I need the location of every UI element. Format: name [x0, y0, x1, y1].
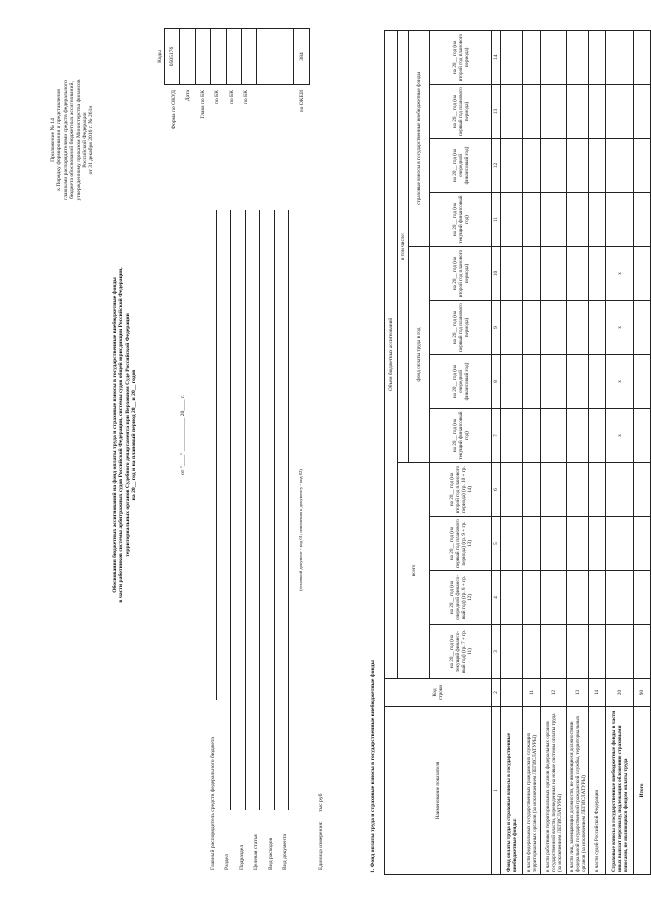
value-cell[interactable]: [501, 517, 523, 571]
column-numbers-row: [492, 30, 501, 874]
value-cell[interactable]: [567, 85, 589, 139]
not-applicable-cell: x: [606, 355, 634, 409]
value-cell[interactable]: [541, 247, 567, 301]
field-line[interactable]: [253, 210, 260, 810]
spacer-cell: [257, 29, 294, 85]
okud-label: Форма по ОКУД: [171, 90, 177, 130]
value-cell[interactable]: [589, 193, 606, 247]
value-cell[interactable]: [589, 301, 606, 355]
value-cell[interactable]: [501, 301, 523, 355]
value-cell[interactable]: [567, 247, 589, 301]
value-cell[interactable]: [541, 193, 567, 247]
table-row: [606, 30, 634, 874]
row-name: в части лиц, замещающих должности, не являющиеся должностями федеральной государственной гражданской службы, территориальных органов (за исключением ЛЕГИСЛАТУРЫ): [567, 707, 589, 875]
field-row: [253, 210, 267, 870]
okud-code: 0505176: [165, 29, 180, 85]
value-cell[interactable]: [541, 409, 567, 463]
appendix-line: к Порядку формирования и представления: [56, 89, 63, 191]
appendix-line: Российской Федерации: [82, 112, 89, 168]
value-cell[interactable]: [606, 139, 634, 193]
value-cell[interactable]: [634, 517, 651, 571]
date-code: [180, 29, 195, 85]
value-cell[interactable]: [634, 409, 651, 463]
value-cell[interactable]: [606, 625, 634, 679]
field-label: Целевая статья: [253, 834, 260, 870]
unit-row: [318, 794, 324, 870]
col-number: 1: [492, 707, 501, 875]
appendix-line: от 31 декабря 2016 г. № 261н: [88, 105, 95, 175]
date-line: от "____" ____________ 20____ г.: [180, 395, 186, 475]
col-number: 3: [492, 625, 501, 679]
header-incl: в том числе:: [398, 30, 409, 462]
field-row: [224, 210, 238, 870]
form-fields: [210, 210, 296, 870]
value-cell[interactable]: [523, 355, 541, 409]
table-row: [589, 30, 606, 874]
header-total-col: на 20__ год (на текущий финансо-вый год) (гр. 7 + гр. 11): [430, 625, 492, 679]
not-applicable-cell: x: [606, 409, 634, 463]
header-fot-col: на 20__ год (на второй год планового периода): [430, 247, 492, 301]
value-cell[interactable]: [523, 463, 541, 517]
header-fot-col: на 20__ год (на очередной финансовый год): [430, 355, 492, 409]
col-number: 13: [492, 85, 501, 139]
field-label: Раздел: [224, 854, 231, 870]
value-cell[interactable]: [567, 625, 589, 679]
row-code: 12: [541, 679, 567, 707]
value-cell[interactable]: [634, 30, 651, 84]
table-body: [501, 30, 651, 874]
appendix-line: утвержденному приказом Министерства финансов: [75, 79, 82, 201]
value-cell[interactable]: [634, 301, 651, 355]
value-cell[interactable]: [634, 247, 651, 301]
value-cell[interactable]: [523, 139, 541, 193]
value-cell[interactable]: [606, 571, 634, 625]
value-cell[interactable]: [523, 517, 541, 571]
value-cell[interactable]: [523, 193, 541, 247]
header-ins-col: на 20__ год (на очередной финансовый год): [430, 139, 492, 193]
field-row: [239, 210, 253, 870]
appendix-line: главными распорядителями средств федерального: [62, 80, 69, 200]
value-cell[interactable]: [606, 193, 634, 247]
document-title: [112, 185, 138, 685]
value-cell[interactable]: [501, 139, 523, 193]
value-cell[interactable]: [634, 85, 651, 139]
value-cell[interactable]: [567, 139, 589, 193]
chapter-code: [195, 29, 210, 85]
header-ins: страховые взносы в государственные внебюджетные фонды: [409, 30, 430, 246]
value-cell[interactable]: [589, 355, 606, 409]
header-fot: фонд оплаты труда в год: [409, 247, 430, 463]
not-applicable-cell: x: [606, 247, 634, 301]
field-label: Вид расходов: [267, 837, 274, 870]
value-cell[interactable]: [589, 625, 606, 679]
value-cell[interactable]: [606, 30, 634, 84]
value-cell[interactable]: [501, 571, 523, 625]
okei-label: по ОКЕИ: [299, 90, 306, 113]
table-row: [523, 30, 541, 874]
value-cell[interactable]: [567, 30, 589, 84]
codes-labels: [171, 90, 306, 160]
value-cell[interactable]: [501, 247, 523, 301]
header-ins-col: на 20__ год (на первый год планового периода): [430, 85, 492, 139]
value-cell[interactable]: [541, 301, 567, 355]
value-cell[interactable]: [606, 463, 634, 517]
header-fot-col: на 20__ год (на текущий финансовый год): [430, 409, 492, 463]
value-cell[interactable]: [634, 463, 651, 517]
okei-code: 384: [294, 29, 309, 85]
value-cell[interactable]: [501, 463, 523, 517]
value-cell[interactable]: [567, 463, 589, 517]
value-cell[interactable]: [634, 139, 651, 193]
row-name: Страховые взносы в государственные внебюджетные фонды в части иных выплат персоналу, подлежащих обложению страховыми взносами, не являющихся фондом оплаты труда: [606, 707, 634, 875]
col-number: 5: [492, 517, 501, 571]
header-total-col: на 20__ год (на первый год планового периода) (гр. 9 + гр. 13): [430, 517, 492, 571]
value-cell[interactable]: [501, 85, 523, 139]
date-label: Дата: [185, 90, 192, 102]
table-row: [634, 30, 651, 874]
value-cell[interactable]: [606, 517, 634, 571]
value-cell[interactable]: [523, 247, 541, 301]
header-code: Код строки: [385, 679, 492, 707]
row-name: в части судей Российской Федерации: [589, 707, 606, 875]
value-cell[interactable]: [541, 30, 567, 84]
codes-table: [155, 28, 310, 85]
row-code: 90: [634, 679, 651, 707]
field-row: [268, 210, 282, 870]
row-code: 14: [589, 679, 606, 707]
title-line: на 20__ год и на плановый период 20__ и 20__ годов: [131, 369, 138, 501]
table-row: [501, 30, 523, 874]
value-cell[interactable]: [523, 625, 541, 679]
bk-label: по БК: [214, 90, 221, 105]
bk-label: по БК: [242, 90, 249, 105]
field-line[interactable]: [224, 210, 231, 810]
col-number: 12: [492, 139, 501, 193]
allocations-table: [384, 30, 651, 875]
value-cell[interactable]: [567, 355, 589, 409]
row-name: Итого: [634, 707, 651, 875]
col-number: 8: [492, 355, 501, 409]
field-label: Вид документа: [281, 834, 288, 870]
bk-code: [241, 29, 256, 85]
value-cell[interactable]: [523, 30, 541, 84]
value-cell[interactable]: [634, 355, 651, 409]
header-total-col: на 20__ год (на очередной финансо-вый год) (гр. 8 + гр. 12): [430, 571, 492, 625]
bk-label: по БК: [228, 90, 235, 105]
value-cell[interactable]: [606, 85, 634, 139]
appendix-block: [50, 40, 95, 240]
field-line[interactable]: [239, 210, 246, 810]
chapter-label: Глава по БК: [199, 90, 206, 119]
header-total-col: на 20__ год (на второй год планового периода) (гр. 10 + гр. 14): [430, 463, 492, 517]
row-code: [501, 679, 523, 707]
row-code: 20: [606, 679, 634, 707]
appendix-line: бюджета обоснований бюджетных ассигнований,: [69, 81, 76, 199]
value-cell[interactable]: [589, 139, 606, 193]
codes-header: Коды: [156, 50, 163, 63]
col-number: 4: [492, 571, 501, 625]
field-row: [282, 210, 296, 870]
value-cell[interactable]: [589, 30, 606, 84]
col-number: 9: [492, 301, 501, 355]
col-number: 10: [492, 247, 501, 301]
value-cell[interactable]: [567, 301, 589, 355]
value-cell[interactable]: [541, 625, 567, 679]
value-cell[interactable]: [634, 193, 651, 247]
row-code: 13: [567, 679, 589, 707]
value-cell[interactable]: [634, 625, 651, 679]
value-cell[interactable]: [523, 409, 541, 463]
field-line[interactable]: [282, 210, 289, 810]
value-cell[interactable]: [589, 463, 606, 517]
value-cell[interactable]: [567, 409, 589, 463]
value-cell[interactable]: [589, 409, 606, 463]
title-line: в части работников системы арбитражных судов Российской Федерации, системы судов общей юрисдикции Российской Федерации,: [118, 267, 125, 603]
value-cell[interactable]: [523, 85, 541, 139]
bk-code: [226, 29, 241, 85]
doc-type-note: (основной документ - код 01; изменения к документу - код 02): [298, 469, 303, 591]
value-cell[interactable]: [501, 355, 523, 409]
table-row: [567, 30, 589, 874]
value-cell[interactable]: [501, 409, 523, 463]
value-cell[interactable]: [567, 571, 589, 625]
row-name: в части федеральных государственных гражданских служащих территориальных органов (за исключением ЛЕГИСЛАТУРЫ): [523, 707, 541, 875]
value-cell[interactable]: [541, 463, 567, 517]
value-cell[interactable]: [567, 517, 589, 571]
row-name: в части работников территориальных органов федеральных органов государственной власти, переведенных на новые системы оплаты труда (за исключением ЛЕГИСЛАТУРЫ): [541, 707, 567, 875]
section-heading: 1. Фонд оплаты труда и страховые взносы в государственные внебюджетные фонды: [370, 660, 376, 873]
header-name: Наименование показателя: [385, 707, 492, 875]
title-line: Обоснования бюджетных ассигнований на фонд оплаты труда и страховые взносы в государственные внебюджетные фонды: [112, 277, 118, 593]
table-row: [541, 30, 567, 874]
col-number: 7: [492, 409, 501, 463]
value-cell[interactable]: [541, 355, 567, 409]
value-cell[interactable]: [541, 571, 567, 625]
field-line[interactable]: [268, 210, 275, 810]
col-number: 6: [492, 463, 501, 517]
value-cell[interactable]: [634, 571, 651, 625]
value-cell[interactable]: [567, 193, 589, 247]
unit-value: тыс руб: [318, 793, 324, 812]
col-number: 11: [492, 193, 501, 247]
title-line: территориальных органов Судебного департамента при Верховном Суде Российской Федерации: [124, 313, 131, 557]
bk-code: [211, 29, 226, 85]
value-cell[interactable]: [541, 85, 567, 139]
value-cell[interactable]: [523, 301, 541, 355]
field-label: Главный распорядитель средств федерального бюджета: [210, 737, 216, 870]
value-cell[interactable]: [523, 571, 541, 625]
header-ins-col: на 20__ год (на второй год планового периода): [430, 30, 492, 84]
value-cell[interactable]: [589, 517, 606, 571]
unit-label: Единица измерения:: [318, 821, 324, 870]
value-cell[interactable]: [501, 193, 523, 247]
not-applicable-cell: x: [606, 301, 634, 355]
field-row: [210, 210, 224, 870]
value-cell[interactable]: [501, 625, 523, 679]
value-cell[interactable]: [589, 571, 606, 625]
value-cell[interactable]: [589, 247, 606, 301]
row-code: 11: [523, 679, 541, 707]
value-cell[interactable]: [541, 517, 567, 571]
row-name: Фонд оплаты труда и страховые взносы в государственные внебюджетные фонды:: [501, 707, 523, 875]
appendix-line: Приложение № 14: [50, 118, 56, 162]
header-volume: Объем бюджетных ассигнований: [385, 30, 398, 678]
field-line[interactable]: [210, 210, 217, 700]
header-ins-col: на 20__ год (на текущий финансовый год): [430, 193, 492, 247]
value-cell[interactable]: [541, 139, 567, 193]
header-total: всего: [398, 463, 430, 679]
col-number: 2: [492, 679, 501, 707]
col-number: 14: [492, 30, 501, 84]
header-fot-col: на 20__ год (на первый год планового периода): [430, 301, 492, 355]
value-cell[interactable]: [589, 85, 606, 139]
field-label: Подраздел: [238, 844, 245, 870]
value-cell[interactable]: [501, 30, 523, 84]
